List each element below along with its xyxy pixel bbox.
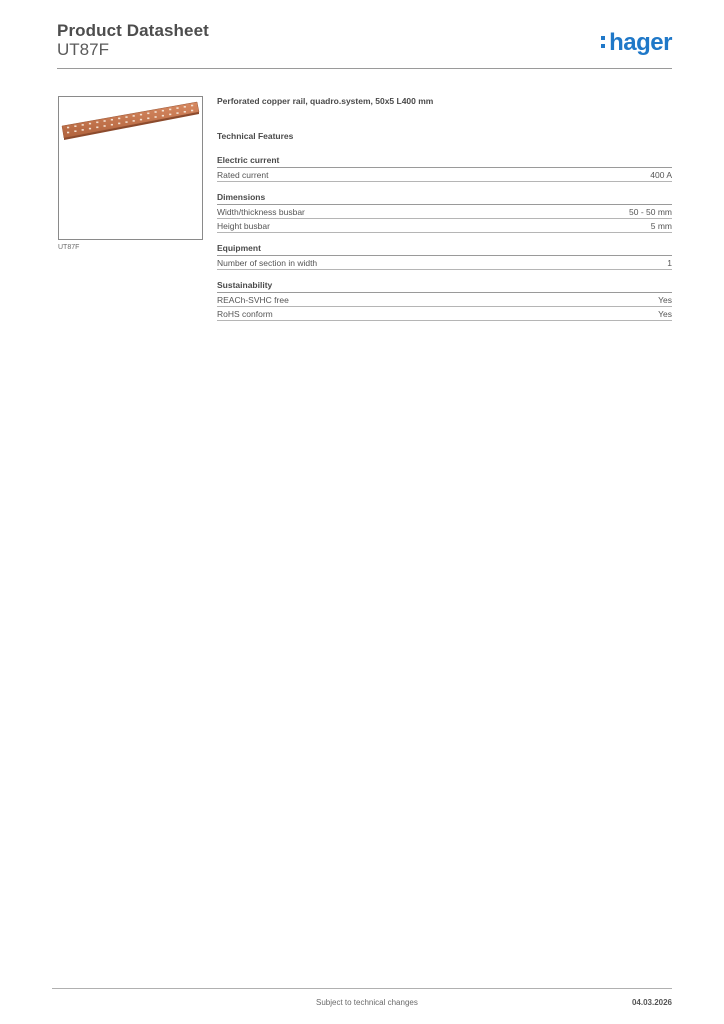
rail-hole (191, 110, 193, 112)
rail-hole (118, 118, 120, 120)
rail-hole (176, 107, 178, 109)
spec-row (217, 307, 672, 321)
header-divider (57, 68, 672, 69)
rail-hole (89, 123, 91, 125)
spec-label: RoHS conform (217, 309, 273, 319)
rail-hole (140, 114, 142, 116)
rail-hole (111, 124, 113, 126)
rail-hole (67, 127, 69, 129)
rail-hole (147, 118, 149, 120)
rail-hole (74, 125, 76, 127)
spec-row (217, 256, 672, 270)
rail-hole (169, 109, 171, 111)
rail-hole (184, 111, 186, 113)
rail-hole (104, 120, 106, 122)
spec-value: 400 A (650, 170, 672, 180)
rail-hole (82, 129, 84, 131)
section-title: Electric current (217, 155, 672, 168)
spec-row (217, 168, 672, 182)
spec-label: Height busbar (217, 221, 270, 231)
spec-row (217, 219, 672, 233)
footer-divider (52, 988, 672, 989)
spec-section-equipment (217, 243, 672, 270)
rail-hole (162, 110, 164, 112)
spec-label: Width/thickness busbar (217, 207, 305, 217)
rail-hole (111, 119, 113, 121)
rail-hole (147, 113, 149, 115)
hager-logo (609, 29, 672, 55)
rail-hole (162, 115, 164, 117)
technical-features-title: Technical Features (217, 131, 294, 141)
spec-value: 1 (667, 258, 672, 268)
rail-hole (133, 120, 135, 122)
spec-row (217, 205, 672, 219)
rail-hole (169, 114, 171, 116)
spec-value: Yes (658, 309, 672, 319)
rail-hole (82, 124, 84, 126)
rail-hole (74, 130, 76, 132)
rail-hole (133, 115, 135, 117)
spec-label: Number of section in width (217, 258, 318, 268)
footer-date: 04.03.2026 (631, 998, 672, 1007)
footer-note: Subject to technical changes (316, 998, 418, 1007)
product-description: Perforated copper rail, quadro.system, 50x5 L400 mm (217, 96, 434, 106)
rail-hole (140, 119, 142, 121)
spec-section-dimensions (217, 192, 672, 233)
spec-section-electric-current (217, 155, 672, 182)
rail-hole (89, 128, 91, 130)
spec-row (217, 293, 672, 307)
spec-content (217, 96, 672, 321)
rail-hole (176, 112, 178, 114)
rail-hole (67, 132, 69, 134)
rail-hole (125, 116, 127, 118)
rail-hole (191, 105, 193, 107)
header (57, 21, 672, 69)
section-title: Sustainability (217, 280, 672, 293)
spec-value: 50 - 50 mm (629, 207, 672, 217)
logo-dots-icon (601, 36, 606, 50)
spec-value: 5 mm (650, 221, 672, 231)
spec-section-sustainability (217, 280, 672, 321)
rail-hole (96, 122, 98, 124)
rail-hole (184, 106, 186, 108)
copper-rail-icon (59, 97, 202, 239)
spec-label: Rated current (217, 170, 269, 180)
page-title: Product Datasheet (57, 21, 209, 40)
section-title: Equipment (217, 243, 672, 256)
product-image (58, 96, 203, 240)
rail-hole (155, 111, 157, 113)
image-caption: UT87F (58, 244, 80, 251)
rail-hole (104, 125, 106, 127)
spec-label: REACh-SVHC free (217, 295, 289, 305)
rail-hole (96, 127, 98, 129)
rail-hole (125, 121, 127, 123)
spec-value: Yes (658, 295, 672, 305)
rail-hole (118, 123, 120, 125)
logo-text: hager (609, 29, 672, 56)
section-title: Dimensions (217, 192, 672, 205)
rail-hole (155, 116, 157, 118)
product-code: UT87F (57, 40, 109, 59)
